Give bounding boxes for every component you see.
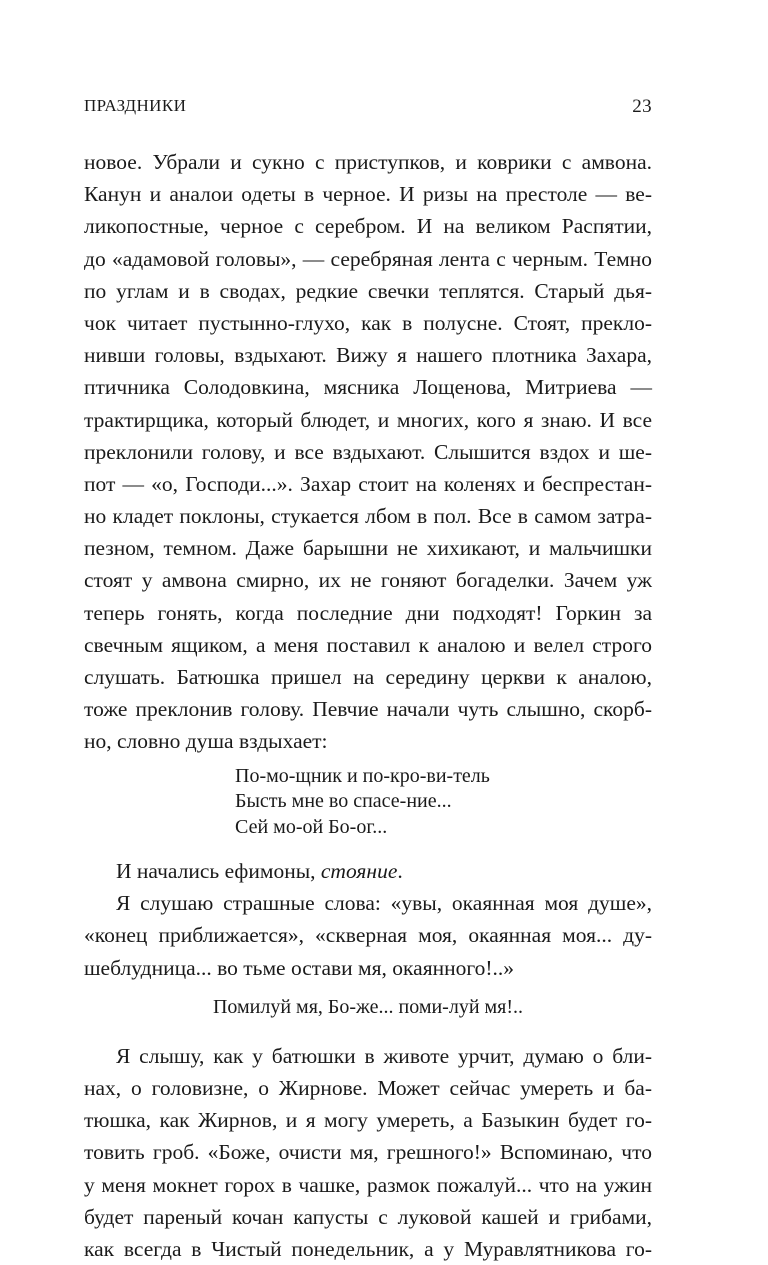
text-line: по углам и в сводах, редкие свечки теплятся. Старый дья- — [84, 278, 652, 303]
text-line: пезном, темном. Даже барышни не хихикают, и мальчишки — [84, 536, 652, 561]
verse-block — [84, 764, 652, 841]
text-line: товить гроб. «Боже, очисти мя, грешного!» Вспоминаю, что — [84, 1140, 652, 1165]
text-line: до «адамовой головы», — серебряная лента с черным. Темно — [84, 246, 652, 271]
text-line: птичника Солодовкина, мясника Лощенова, Митриева — — [84, 375, 652, 400]
text-line: тюшка, как Жирнов, и я могу умереть, а Базыкин будет го- — [84, 1108, 652, 1133]
running-head — [84, 96, 652, 120]
text-line: ликопостные, черное с серебром. И на великом Распятии, — [84, 214, 652, 239]
text-line — [84, 855, 652, 887]
centered-verse: Помилуй мя, Бо-же... поми-луй мя!.. — [212, 995, 524, 1018]
text-line: чок читает пустынно-глухо, как в полусне. Стоят, прекло- — [84, 310, 652, 335]
text-line: будет пареный кочан капусты с луковой кашей и грибами, — [84, 1204, 652, 1229]
text-line: Я слышу, как у батюшки в животе урчит, думаю о бли- — [116, 1043, 652, 1068]
text-line: теперь гонять, когда последние дни подходят! Горкин за — [84, 600, 652, 625]
text-line: новое. Убрали и сукно с приступков, и коврики с амвона. — [84, 150, 652, 174]
efimony-tail: . — [397, 859, 403, 884]
text-line: нах, о головизне, о Жирнове. Может сейчас умереть и ба- — [84, 1076, 652, 1100]
text-line: у меня мокнет горох в чашке, размок пожалуй... что на ужин — [84, 1172, 652, 1197]
text-line: свечным ящиком, а меня поставил к аналою и велел строго — [84, 632, 652, 657]
text-line: но кладет поклоны, стукается лбом в пол. Все в самом затра- — [84, 504, 652, 529]
body-text — [84, 146, 652, 1265]
paragraph-1 — [84, 146, 652, 758]
running-head-title: ПРАЗДНИКИ — [84, 96, 187, 115]
text-line: Я слушаю страшные слова: «увы, окаянная моя душе», — [116, 891, 652, 916]
text-line: как всегда в Чистый понедельник, а у Муравлятникова го- — [84, 1236, 652, 1261]
text-line: Канун и аналои одеты в черное. И ризы на престоле — ве- — [84, 182, 652, 207]
text-line: трактирщика, который блюдет, и многих, кого я знаю. И все — [84, 407, 652, 432]
page-number: 23 — [632, 96, 652, 117]
paragraph-3 — [84, 887, 652, 984]
text-line: нивши головы, вздыхают. Вижу я нашего плотника Захара, — [84, 343, 652, 368]
paragraph-2 — [84, 855, 652, 887]
italic-word: стояние — [320, 859, 398, 884]
text-line: пот — «о, Господи...». Захар стоит на коленях и беспрестан- — [84, 471, 652, 496]
text-line: шеблудница... во тьме остави мя, окаянного!..» — [84, 955, 515, 980]
verse-line: Бысть мне во спасе-ние... — [235, 790, 452, 813]
text-line: тоже преклонив голову. Певчие начали чуть слышно, скорб- — [84, 697, 652, 722]
text-line: «конец приближается», «скверная моя, окаянная моя... ду- — [84, 923, 652, 948]
efimony-text: И начались ефимоны, — [116, 859, 321, 884]
verse-line: Сей мо-ой Бо-ог... — [235, 815, 388, 838]
text-line: но, словно душа вздыхает: — [84, 729, 328, 754]
text-line: слушать. Батюшка пришел на середину церкви к аналою, — [84, 665, 652, 689]
text-line: стоят у амвона смирно, их не гоняют богаделки. Зачем уж — [84, 568, 652, 593]
text-line: преклонили голову, и все вздыхают. Слышится вздох и ше- — [84, 439, 652, 464]
verse-line: По-мо-щник и по-кро-ви-тель — [235, 764, 490, 787]
paragraph-4 — [84, 1040, 652, 1265]
